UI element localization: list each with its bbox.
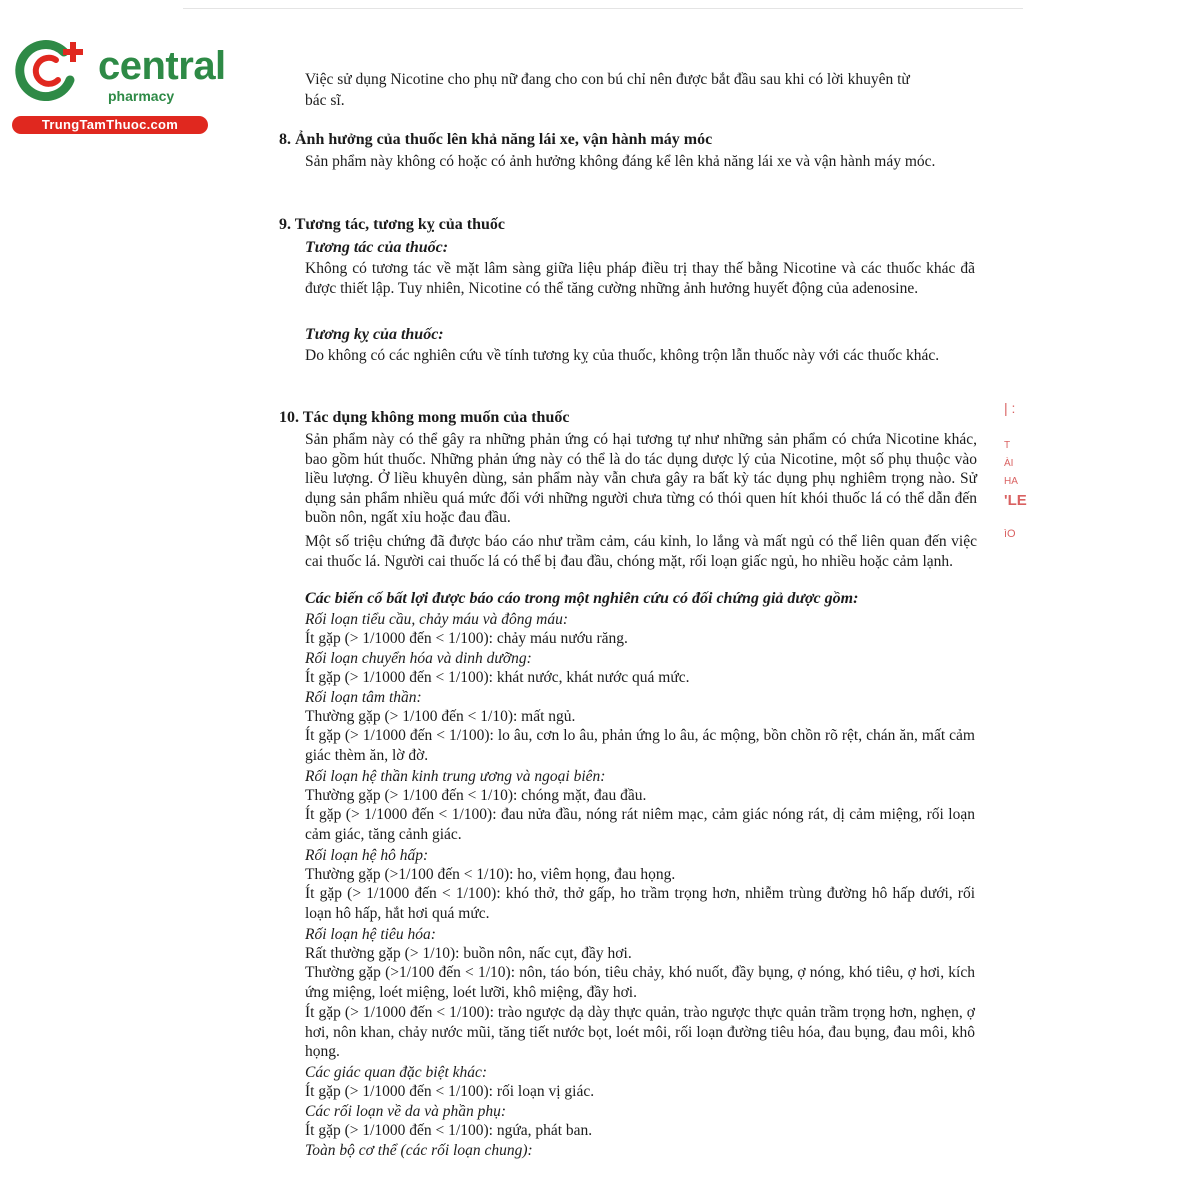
red-approval-stamp-fragment: | : T ÀI HA 'LE ìO (1004, 400, 1027, 540)
group-line-platelet-1: Ít gặp (> 1/1000 đến < 1/100): chảy máu nướu răng. (305, 630, 628, 647)
intro-line-2: bác sĩ. (305, 92, 345, 109)
group-line-nervous-2: Ít gặp (> 1/1000 đến < 1/100): đau nửa đầu, nóng rát niêm mạc, cảm giác nóng rát, dị cảm miệng, rối loạn cảm giác, tăng cảnh giác. (305, 806, 975, 843)
section-8-body: Sản phẩm này không có hoặc có ảnh hưởng không đáng kể lên khả năng lái xe và vận hành máy móc. (305, 153, 936, 170)
section-9-title: 9. Tương tác, tương kỵ của thuốc (279, 216, 505, 233)
group-line-metabolism-1: Ít gặp (> 1/1000 đến < 1/100): khát nước, khát nước quá mức. (305, 669, 690, 686)
section-10-title: 10. Tác dụng không mong muốn của thuốc (279, 409, 570, 426)
group-line-respiratory-2: Ít gặp (> 1/1000 đến < 1/100): khó thở, thở gấp, ho trầm trọng hơn, nhiễm trùng đường hô hấp dưới, rối loạn hô hấp, hắt hơi quá mức. (305, 885, 975, 922)
group-title-digestive: Rối loạn hệ tiêu hóa: (305, 926, 436, 943)
group-title-psychiatric: Rối loạn tâm thần: (305, 689, 422, 706)
group-title-respiratory: Rối loạn hệ hô hấp: (305, 847, 429, 864)
group-line-psychiatric-1: Thường gặp (> 1/100 đến < 1/10): mất ngủ. (305, 708, 576, 725)
group-line-respiratory-1: Thường gặp (>1/100 đến < 1/10): ho, viêm họng, đau họng. (305, 866, 676, 883)
group-line-psychiatric-2: Ít gặp (> 1/1000 đến < 1/100): lo âu, cơn lo âu, phản ứng lo âu, ác mộng, bồn chồn rõ rệt, chán ăn, mất cảm giác thèm ăn, lờ đờ. (305, 727, 975, 764)
section-9-incompatibility-body: Do không có các nghiên cứu về tính tương kỵ của thuốc, không trộn lẫn thuốc này với các thuốc khác. (305, 347, 940, 364)
group-line-digestive-1: Rất thường gặp (> 1/10): buồn nôn, nấc cụt, đầy hơi. (305, 945, 632, 962)
logo-name: central (98, 44, 226, 88)
group-line-digestive-3: Ít gặp (> 1/1000 đến < 1/100): trào ngược dạ dày thực quản, trào ngược thực quản trầm trọng hơn, nghẹn, ợ hơi, nôn khan, chảy nước mũi, tăng tiết nước bọt, loét môi, rối loạn đường tiêu hóa, đau bụng, đau môi, khô họng. (305, 1004, 975, 1060)
section-9-interaction-body: Không có tương tác về mặt lâm sàng giữa liệu pháp điều trị thay thế bằng Nicotine và các thuốc khác đã được thiết lập. Tuy nhiên, Nicotine có thể tăng cường những ảnh hưởng huyết động của adenosine. (305, 260, 975, 297)
section-9-subheading-interaction: Tương tác của thuốc: (305, 239, 449, 256)
intro-line-1: Việc sử dụng Nicotine cho phụ nữ đang cho con bú chỉ nên được bắt đầu sau khi có lời khuyên từ (305, 71, 910, 88)
section-10-body-2: Một số triệu chứng đã được báo cáo như trầm cảm, cáu kỉnh, lo lắng và mất ngủ có thể liên quan đến việc cai thuốc lá. Người cai thuốc lá có thể bị đau đầu, chóng mặt, rối loạn giấc ngủ, ho nhiều hoặc cảm lạnh. (305, 533, 977, 570)
section-9-subheading-incompatibility: Tương kỵ của thuốc: (305, 326, 444, 343)
group-title-platelet: Rối loạn tiểu cầu, chảy máu và đông máu: (305, 611, 569, 628)
section-10-adverse-events-heading: Các biến cố bất lợi được báo cáo trong một nghiên cứu có đối chứng giả dược gồm: (305, 590, 859, 607)
group-title-general: Toàn bộ cơ thể (các rối loạn chung): (305, 1142, 533, 1159)
section-8-title: 8. Ảnh hưởng của thuốc lên khả năng lái xe, vận hành máy móc (279, 131, 713, 148)
group-line-nervous-1: Thường gặp (> 1/100 đến < 1/10): chóng mặt, đau đầu. (305, 787, 647, 804)
group-line-special-senses-1: Ít gặp (> 1/1000 đến < 1/100): rối loạn vị giác. (305, 1083, 595, 1100)
logo-subtitle: pharmacy (108, 88, 175, 104)
group-line-skin-1: Ít gặp (> 1/1000 đến < 1/100): ngứa, phát ban. (305, 1122, 593, 1139)
website-banner[interactable]: TrungTamThuoc.com (12, 116, 208, 134)
group-title-nervous-system: Rối loạn hệ thần kinh trung ương và ngoại biên: (305, 768, 606, 785)
group-title-skin: Các rối loạn về da và phần phụ: (305, 1103, 507, 1120)
group-line-digestive-2: Thường gặp (>1/100 đến < 1/10): nôn, táo bón, tiêu chảy, khó nuốt, đầy bụng, ợ nóng, khó tiêu, ợ hơi, kích ứng miệng, loét miệng, loét lưỡi, khô miệng, đầy hơi. (305, 964, 975, 1001)
group-title-metabolism: Rối loạn chuyển hóa và dinh dưỡng: (305, 650, 532, 667)
group-title-special-senses: Các giác quan đặc biệt khác: (305, 1064, 488, 1081)
section-10-body-1: Sản phẩm này có thể gây ra những phản ứng có hại tương tự như những sản phẩm có chứa Nicotine khác, bao gồm hút thuốc. Những phản ứng này có thể là do tác dụng dược lý của Nicotine, một số phụ thuộc vào liều lượng. Ở liều khuyên dùng, sản phẩm này vẫn chưa gây ra bất kỳ tác dụng phụ nghiêm trọng nào. Sử dụng sản phẩm nhiều quá mức đối với những người chưa từng có thói quen hít khói thuốc lá có thể dẫn đến buồn nôn, ngất xỉu hoặc đau đầu. (305, 431, 977, 526)
